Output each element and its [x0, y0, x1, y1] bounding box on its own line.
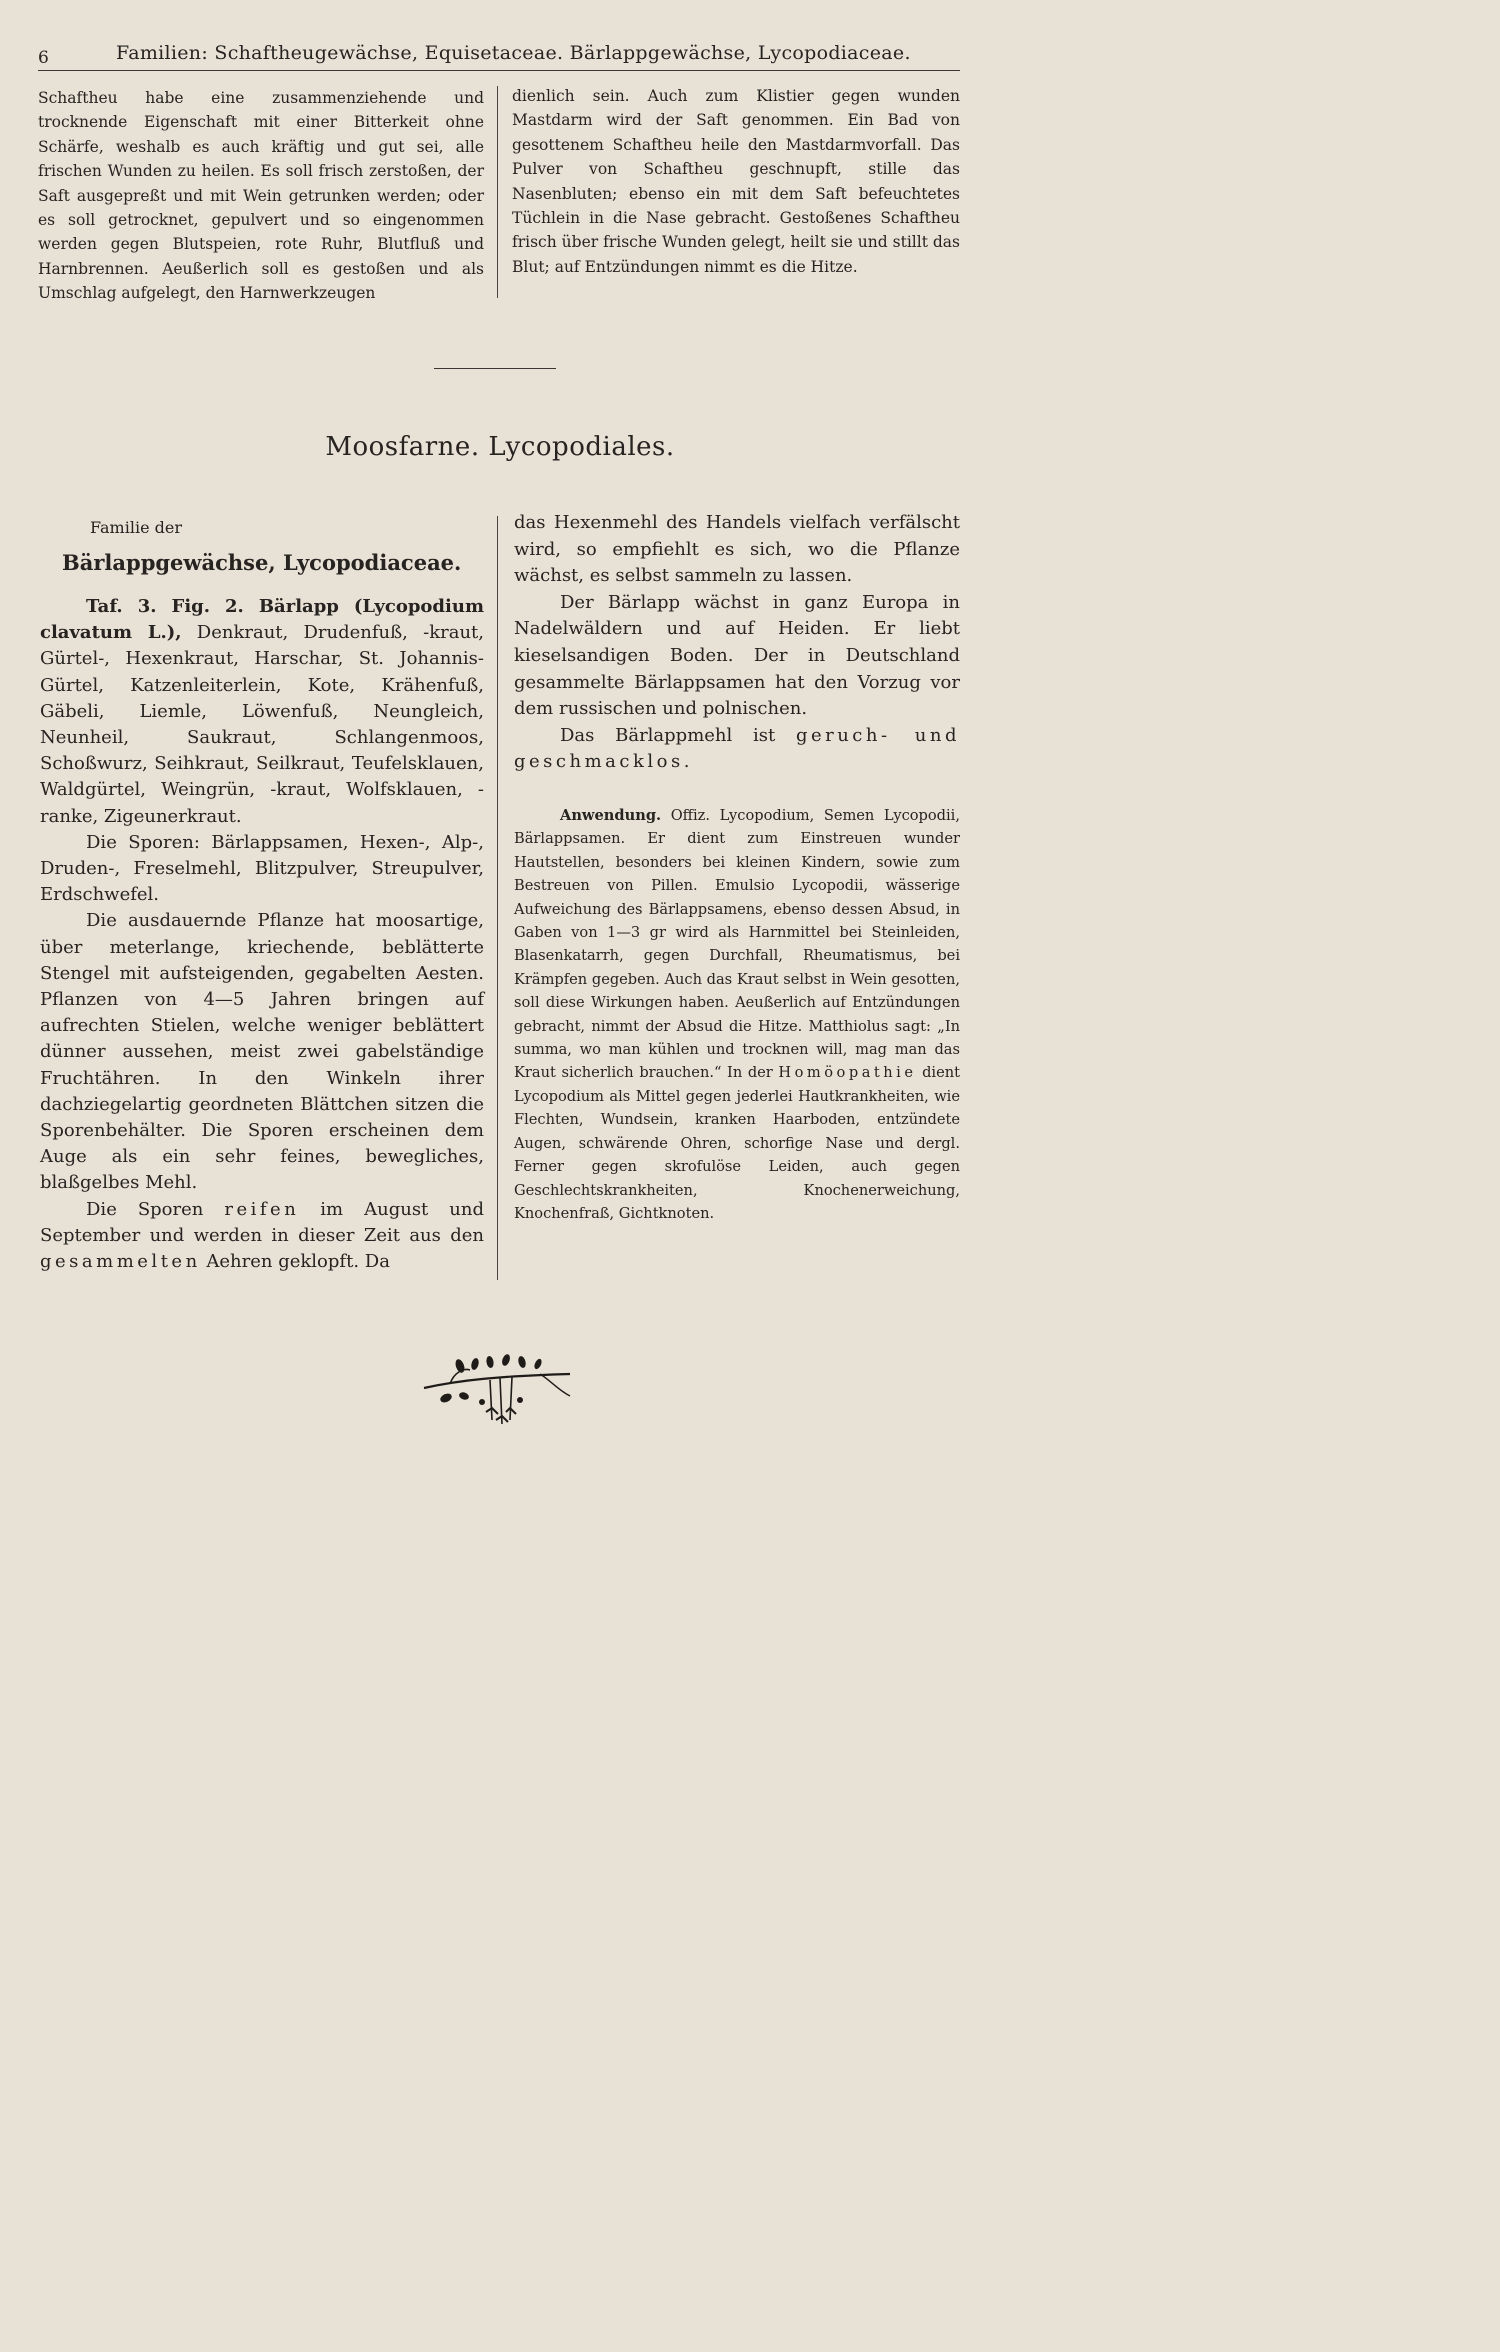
family-label: Familie der	[90, 518, 182, 537]
homeopathy-word: Homöopathie	[778, 1064, 917, 1082]
common-names: Denkraut, Drudenfuß, -kraut, Gürtel-, Hexenkraut, Harschar, St. Johannis-Gürtel, Katzenleiterlein, Kote, Krähenfuß, Gäbeli, Liemle, Löwenfuß, Neungleich, Neunheil, Saukraut, Schlangenmoos, Schoßwurz, Seihkraut, Seilkraut, Teufelsklauen, Waldgürtel, Weingrün, -kraut, Wolfsklauen, -ranke, Zigeunerkraut.	[40, 622, 484, 827]
book-page	[0, 0, 1000, 1568]
ripening-paragraph	[40, 1197, 484, 1276]
ripening-spaced-word: reifen	[224, 1198, 300, 1220]
usage-text: Offiz. Lycopodium, Semen Lycopodii, Bärlappsamen. Er dient zum Einstreuen wunder Hautstellen, besonders bei kleinen Kindern, sowie zum Bestreuen von Pillen. Emulsio Lycopodii, wässerige Aufweichung des Bärlappsamens, ebenso dessen Absud, in Gaben von 1—3 gr wird als Harnmittel bei Steinleiden, Blasenkatarrh, gegen Durchfall, Rheumatismus, bei Krämpfen gegeben. Auch das Kraut selbst in Wein gesotten, soll diese Wirkungen haben. Aeußerlich auf Entzündungen gebracht, nimmt der Absud die Hitze. Matthiolus sagt: „In summa, wo man kühlen und trocknen will, mag man das Kraut sicherlich brauchen.“ In der	[514, 807, 960, 1082]
column-divider-top	[497, 86, 498, 298]
entry-names-paragraph	[40, 594, 484, 830]
ripening-text: im August und September und werden in dieser Zeit aus den	[40, 1198, 484, 1246]
section-title: Moosfarne. Lycopodiales.	[325, 432, 675, 462]
habitat-paragraph: Der Bärlapp wächst in ganz Europa in Nadelwäldern und auf Heiden. Er liebt kieselsandigen Boden. Der in Deutschland gesammelte Bärlappsamen hat den Vorzug vor dem russischen und polnischen.	[514, 591, 960, 720]
usage-label: Anwendung.	[560, 807, 662, 824]
spores-paragraph: Die Sporen: Bärlappsamen, Hexen-, Alp-, Druden-, Freselmehl, Blitzpulver, Streupulver, Erdschwefel.	[40, 831, 484, 906]
entry-left-column	[40, 594, 484, 1275]
top-left-column	[38, 86, 484, 306]
usage-block	[514, 804, 960, 1225]
usage-text-2: dient Lycopodium als Mittel gegen jederlei Hautkrankheiten, wie Flechten, Wundsein, kranken Haarboden, entzündete Augen, schwärende Ohren, schorfige Nase und dergl. Ferner gegen skrofulöse Leiden, auch gegen Geschlechtskrankheiten, Knochenerweichung, Knochenfraß, Gichtknoten.	[514, 1064, 961, 1222]
top-right-paragraph: dienlich sein. Auch zum Klistier gegen wunden Mastdarm wird der Saft genommen. Ein Bad von gesottenem Schaftheu heile den Mastdarmvorfall. Das Pulver von Schaftheu geschnupft, stille das Nasenbluten; ebenso ein mit dem Saft befeuchtetes Tüchlein in die Nase gebracht. Gestoßenes Schaftheu frisch über frische Wunden gelegt, heilt sie und stillt das Blut; auf Entzündungen nimmt es die Hitze.	[512, 87, 960, 276]
collection-paragraph: das Hexenmehl des Handels vielfach verfälscht wird, so empfiehlt es sich, wo die Pflanze wächst, es selbst sammeln zu lassen.	[514, 512, 960, 587]
top-right-column	[512, 84, 960, 279]
description-paragraph: Die ausdauernde Pflanze hat moosartige, über meterlange, kriechende, beblätterte Stengel mit aufsteigenden, gegabelten Aesten. Pflanzen von 4—5 Jahren bringen auf aufrechten Stielen, welche weniger beblättert dünner aussehen, meist zwei gabelständige Fruchtähren. In den Winkeln ihrer dachziegelartig geordneten Blättchen sitzen die Sporenbehälter. Die Sporen erscheinen dem Auge als ein sehr feines, bewegliches, blaßgelbes Mehl.	[40, 910, 484, 1194]
family-name: Bärlappgewächse, Lycopodiaceae.	[62, 550, 462, 575]
column-divider-bottom	[497, 516, 498, 1280]
running-head	[38, 38, 960, 72]
smell-spaced-text: geruch- und geschmacklos.	[514, 724, 960, 773]
usage-paragraph	[514, 804, 960, 1225]
smell-text: Das Bärlappmehl ist	[560, 724, 776, 746]
ripening-spaced-word: gesammelten	[40, 1251, 201, 1273]
top-left-paragraph: Schaftheu habe eine zusammenziehende und trocknende Eigenschaft mit einer Bitterkeit ohne Schärfe, weshalb es auch kräftig und gut sei, alle frischen Wunden zu heilen. Es soll frisch zerstoßen, der Saft ausgepreßt und mit Wein getrunken werden; oder es soll getrocknet, gepulvert und so eingenommen werden gegen Blutspeien, rote Ruhr, Blutfluß und Harnbrennen. Aeußerlich soll es gestoßen und als Umschlag aufgelegt, den Harnwerkzeugen	[38, 89, 484, 303]
smell-paragraph	[514, 723, 960, 776]
running-title: Familien: Schaftheugewächse, Equisetaceae. Bärlappgewächse, Lycopodiaceae.	[116, 42, 911, 64]
entry-right-column	[514, 510, 960, 776]
ripening-text: Aehren geklopft. Da	[206, 1251, 390, 1273]
floral-vignette-icon	[420, 1350, 580, 1432]
section-separator	[434, 368, 556, 369]
plate-reference: Taf. 3. Fig. 2. Bärlapp (Lycopodium clavatum L.),	[40, 596, 484, 644]
header-rule	[38, 70, 960, 71]
page-number: 6	[38, 48, 49, 68]
ripening-text: Die Sporen	[86, 1198, 204, 1220]
